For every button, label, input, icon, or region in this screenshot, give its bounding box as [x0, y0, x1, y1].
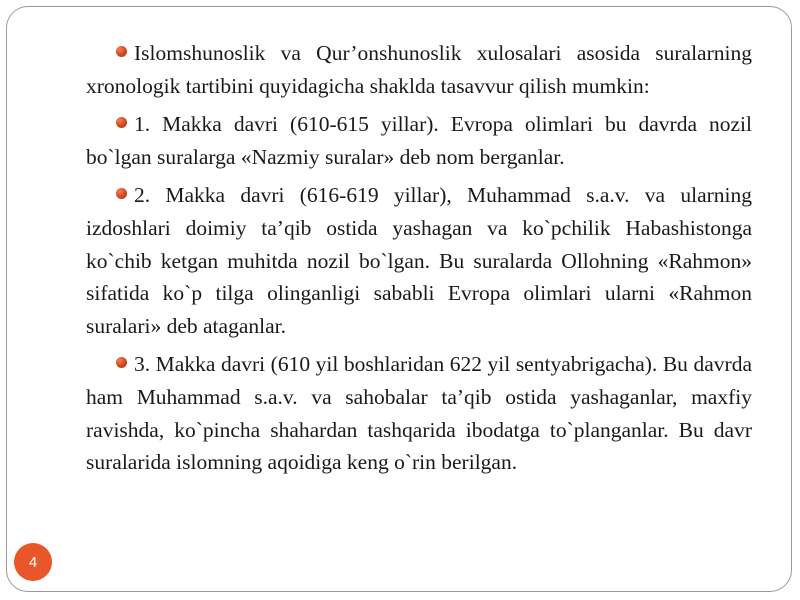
paragraph-intro: [86, 37, 752, 102]
paragraph-period-3: [86, 348, 752, 478]
paragraph-text: Islomshunoslik va Qur’onshunoslik xulosalari asosida suralarning xronologik tartibini quyidagicha shaklda tasavvur qilish mumkin:: [86, 41, 752, 98]
paragraph-text: 3. Makka davri (610 yil boshlaridan 622 yil sentyabrigacha). Bu davrda ham Muhammad s.a.v. va sahobalar ta’qib ostida yashaganlar, maxfiy ravishda, ko`pincha shahardan tashqarida ibodatga to`planganlar. Bu davr suralarida islomning aqoidiga keng o`rin berilgan.: [86, 352, 752, 475]
orange-circle-bullet-icon: [116, 188, 127, 199]
paragraph-text: 2. Makka davri (616-619 yillar), Muhammad s.a.v. va ularning izdoshlari doimiy ta’qib ostida yashagan va ko`pchilik Habashistonga ko`chib ketgan muhitda nozil bo`lgan. Bu suralarda Ollohning «Rahmon» sifatida ko`p tilga olinganligi sababli Evropa olimlari ularni «Rahmon suralari» deb ataganlar.: [86, 183, 752, 338]
orange-circle-bullet-icon: [116, 46, 127, 57]
paragraph-period-1: [86, 108, 752, 173]
page-number-badge: [14, 543, 52, 581]
orange-circle-bullet-icon: [116, 357, 127, 368]
paragraph-text: 1. Makka davri (610-615 yillar). Evropa olimlari bu davrda nozil bo`lgan suralarga «Nazmiy suralar» deb nom berganlar.: [86, 112, 752, 169]
orange-circle-bullet-icon: [116, 117, 127, 128]
page-number: 4: [28, 553, 38, 571]
paragraph-period-2: [86, 179, 752, 342]
slide-body: [86, 37, 752, 485]
